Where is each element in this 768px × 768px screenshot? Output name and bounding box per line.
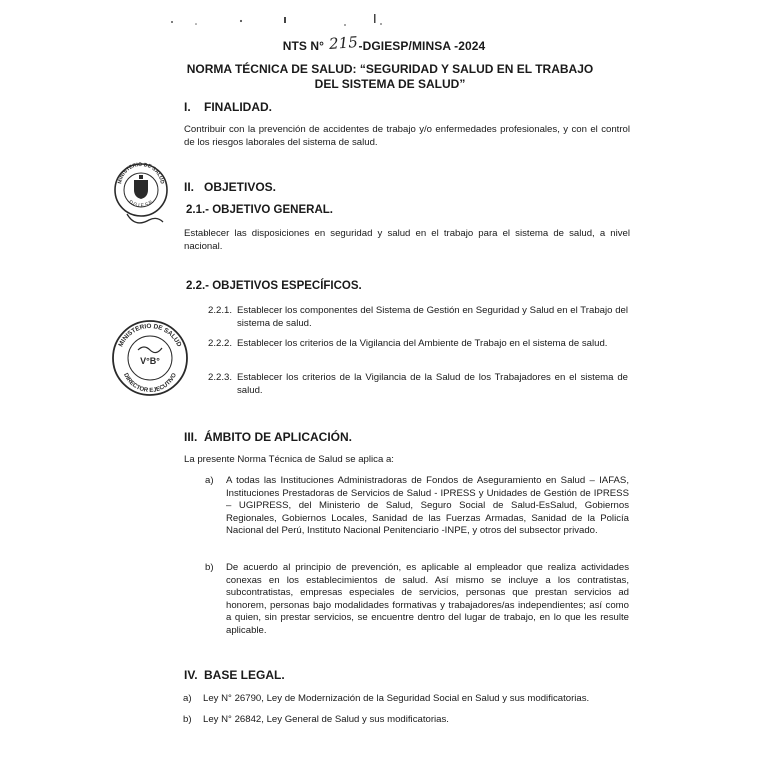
stamp-2-inner-text: V°B° <box>140 356 160 366</box>
norm-code-prefix: NTS N° <box>282 39 325 53</box>
section-ambito-heading: III. ÁMBITO DE APLICACIÓN. <box>184 430 353 444</box>
objetivo-especifico-item: 2.2.1. Establecer los componentes del Sistema de Gestión en Seguridad y Salud en el Trabajo del sistema de salud. <box>208 305 628 329</box>
document-title <box>150 62 630 92</box>
stamp-1-top-text: MINISTERIO DE SALUD <box>117 161 165 185</box>
stamp-2-top-text: MINISTERIO DE SALUD <box>117 322 183 348</box>
stamp-1-bottom-text: D.G.I.E.S.P. <box>127 199 155 209</box>
base-legal-item: b) Ley N° 26842, Ley General de Salud y sus modificatorias. <box>183 714 449 725</box>
title-line-1: NORMA TÉCNICA DE SALUD: “SEGURIDAD Y SALUD EN EL TRABAJO <box>186 62 594 76</box>
official-seal-stamp-1 <box>113 152 169 232</box>
ambito-intro: La presente Norma Técnica de Salud se aplica a: <box>184 454 394 465</box>
handwritten-number: 215 <box>327 33 359 53</box>
objetivo-especifico-item: 2.2.3. Establecer los criterios de la Vigilancia de la Salud de los Trabajadores en el sistema de salud. <box>208 372 628 396</box>
norm-code <box>0 33 768 54</box>
ambito-item: a) A todas las Instituciones Administradoras de Fondos de Aseguramiento en Salud – IAFAS, Instituciones Prestadoras de Servicios de Salud - IPRESS y Unidades de Gestión de IPRESS – UGIPRESS, del Ministerio de Salud, Seguro Social de Salud-EsSalud, Gobiernos Regionales, Gobiernos Locales, Sanidad de las Fuerzas Armadas, Sanidad de la Policía Nacional del Perú, Instituto Nacional Penitenciario -INPE, y otros del subsector privado. <box>205 475 629 536</box>
signature-scrawl <box>138 347 162 353</box>
section-base-legal-heading: IV. BASE LEGAL. <box>184 668 285 682</box>
section-objetivos-heading: II. OBJETIVOS. <box>184 180 277 194</box>
finalidad-text: Contribuir con la prevención de accidentes de trabajo y/o enfermedades profesionales, y con el control de los riesgos laborales del sistema de salud. <box>184 124 630 148</box>
objetivo-general-text: Establecer las disposiciones en seguridad y salud en el trabajo para el sistema de salud, a nivel nacional. <box>184 228 630 252</box>
coat-of-arms-icon <box>134 175 148 199</box>
objetivos-especificos-heading: 2.2.- OBJETIVOS ESPECÍFICOS. <box>186 280 362 292</box>
section-finalidad-heading: I. FINALIDAD. <box>184 100 272 114</box>
ambito-item: b) De acuerdo al principio de prevención, es aplicable al empleador que realiza actividades conexas en los establecimientos de salud. Así mismo se incluye a los contratistas, subcontratistas, empresas especiales de servicios, personas que prestan servicios ad honorem, personas bajo modalidades formativas y trabajadores/as independientes; así como a quien, sin prestar servicios, se encuentre dentro del lugar de trabajo, en lo que les resulte aplicable. <box>205 562 629 636</box>
objetivo-especifico-item: 2.2.2. Establecer los criterios de la Vigilancia del Ambiente de Trabajo en el sistema de salud. <box>208 338 608 349</box>
norm-code-suffix: -DGIESP/MINSA -2024 <box>358 39 486 53</box>
stamp-2-bottom-text: DIRECTOR EJECUTIVO <box>122 372 178 395</box>
title-line-2: DEL SISTEMA DE SALUD” <box>314 77 466 91</box>
official-seal-stamp-2 <box>110 318 190 398</box>
base-legal-item: a) Ley N° 26790, Ley de Modernización de la Seguridad Social en Salud y sus modificatorias. <box>183 693 590 704</box>
objetivo-general-heading: 2.1.- OBJETIVO GENERAL. <box>186 204 333 216</box>
